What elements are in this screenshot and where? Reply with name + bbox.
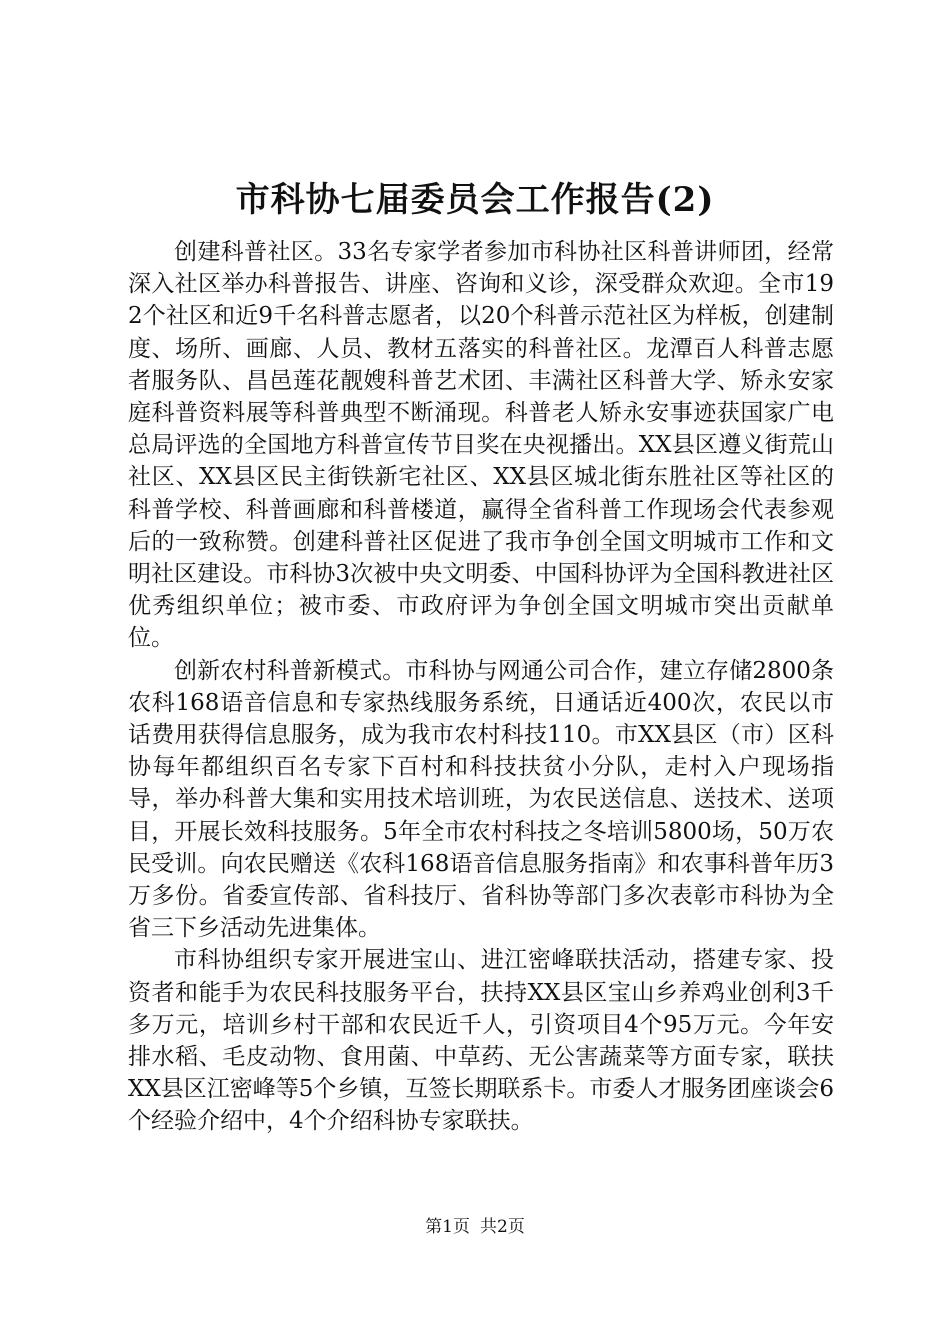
page-number-total: 共2页	[480, 1217, 525, 1237]
paragraph-expert-support: 市科协组织专家开展进宝山、进江密峰联扶活动，搭建专家、投资者和能手为农民科技服务平台，扶持XX县区宝山乡养鸡业创利3千多万元，培训乡村干部和农民近千人，引资项目4个95万元。今年安排水稻、毛皮动物、食用菌、中草药、无公害蔬菜等方面专家，联扶XX县区江密峰等5个乡镇，互签长期联系卡。市委人才服务团座谈会6个经验介绍中，4个介绍科协专家联扶。	[128, 947, 835, 1135]
page-footer	[0, 1215, 950, 1239]
page-number-current: 第1页	[425, 1217, 470, 1237]
document-title: 市科协七届委员会工作报告(2)	[235, 180, 715, 220]
paragraph-rural-science: 创新农村科普新模式。市科协与网通公司合作，建立存储2800条农科168语音信息和专家热线服务系统，日通话近400次，农民以市话费用获得信息服务，成为我市农村科技110。市XX县区（市）区科协每年都组织百名专家下百村和科技扶贫小分队，走村入户现场指导，举办科普大集和实用技术培训班，为农民送信息、送技术、送项目，开展长效科技服务。5年全市农村科技之冬培训5800场，50万农民受训。向农民赠送《农科168语音信息服务指南》和农事科普年历3万多份。省委宣传部、省科技厅、省科协等部门多次表彰市科协为全省三下乡活动先进集体。	[128, 657, 834, 942]
paragraph-community-science: 创建科普社区。33名专家学者参加市科协社区科普讲师团，经常深入社区举办科普报告、讲座、咨询和义诊，深受群众欢迎。全市192个社区和近9千名科普志愿者，以20个科普示范社区为样板，创建制度、场所、画廊、人员、教材五落实的科普社区。龙潭百人科普志愿者服务队、昌邑莲花靓嫂科普艺术团、丰满社区科普大学、矫永安家庭科普资料展等科普典型不断涌现。科普老人矫永安事迹获国家广电总局评选的全国地方科普宣传节目奖在央视播出。XX县区遵义街荒山社区、XX县区民主街铁新宅社区、XX县区城北街东胜社区等社区的科普学校、科普画廊和科普楼道，赢得全省科普工作现场会代表参观后的一致称赞。创建科普社区促进了我市争创全国文明城市工作和文明社区建设。市科协3次被中央文明委、中国科协评为全国科教进社区优秀组织单位；被市委、市政府评为争创全国文明城市突出贡献单位。	[128, 239, 834, 652]
document-body	[128, 236, 834, 1138]
